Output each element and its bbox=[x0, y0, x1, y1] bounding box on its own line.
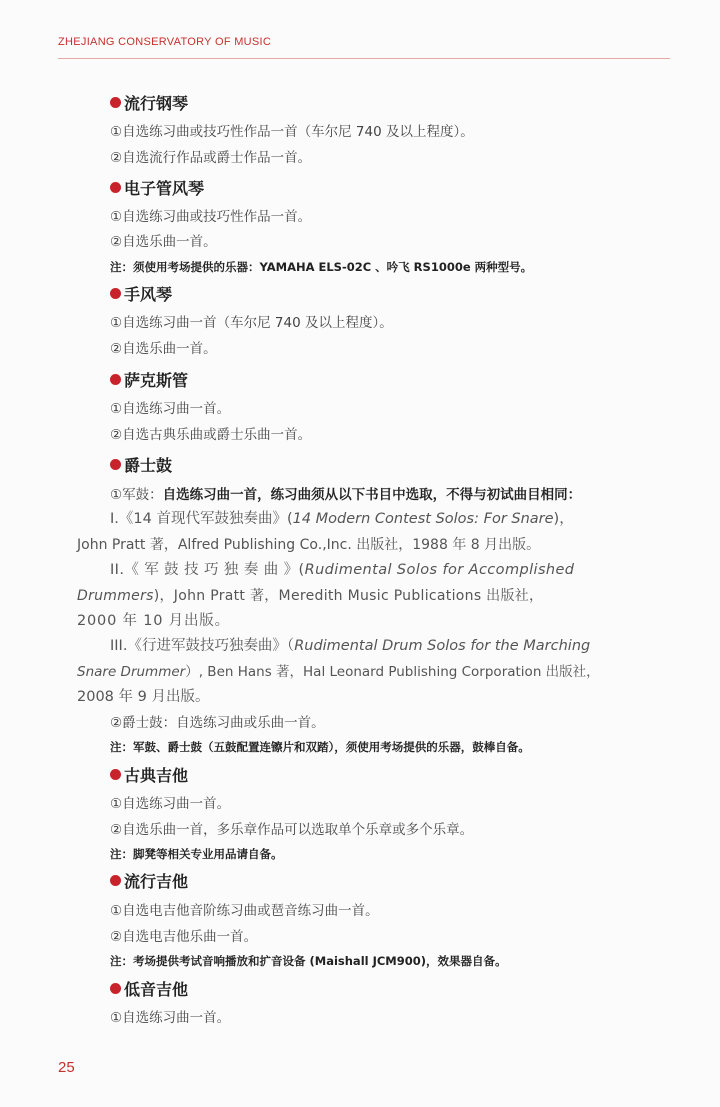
reference-line bbox=[110, 509, 574, 529]
section-title: 萨克斯管 bbox=[124, 371, 189, 390]
bullet-icon bbox=[110, 97, 121, 108]
ref-suffix: ）, Ben Hans 著，Hal Leonard Publishing Corporation 出版社， bbox=[185, 664, 600, 680]
ref-suffix: )， bbox=[553, 511, 574, 527]
section-title: 手风琴 bbox=[124, 285, 173, 304]
book-title: Rudimental Drum Solos for the Marching bbox=[294, 638, 591, 654]
header-title: ZHEJIANG CONSERVATORY OF MUSIC bbox=[58, 36, 272, 48]
reference-line: John Pratt 著，Alfred Publishing Co.,Inc. 出版社，1988 年 8 月出版。 bbox=[77, 537, 541, 553]
reference-line bbox=[110, 560, 574, 580]
list-item: ①自选练习曲一首。 bbox=[110, 401, 231, 417]
reference-line: 2000 年 10 月出版。 bbox=[77, 613, 230, 629]
section-heading-pop-guitar bbox=[110, 872, 188, 892]
book-title: Drummers bbox=[77, 588, 154, 604]
section-heading-jazz-drums bbox=[110, 456, 172, 476]
section-heading-classical-guitar bbox=[110, 766, 188, 786]
bullet-icon bbox=[110, 875, 121, 886]
book-title: Snare Drummer bbox=[77, 664, 186, 680]
list-item: ②自选流行作品或爵士作品一首。 bbox=[110, 150, 312, 166]
note-text: 注：须使用考场提供的乐器：YAMAHA ELS-02C 、吟飞 RS1000e 两种型号。 bbox=[110, 260, 533, 274]
header-divider bbox=[58, 58, 670, 59]
list-item: ①自选电吉他音阶练习曲或琶音练习曲一首。 bbox=[110, 903, 379, 919]
list-item bbox=[110, 486, 581, 504]
list-item: ①自选练习曲或技巧性作品一首。 bbox=[110, 209, 312, 225]
bullet-icon bbox=[110, 459, 121, 470]
bullet-icon bbox=[110, 182, 121, 193]
list-item: ②自选乐曲一首。 bbox=[110, 341, 217, 357]
ref-prefix: II.《 军 鼓 技 巧 独 奏 曲 》( bbox=[110, 562, 305, 578]
list-item: ①自选练习曲一首。 bbox=[110, 1010, 231, 1026]
item-prefix: ①军鼓： bbox=[110, 487, 163, 503]
section-title: 流行吉他 bbox=[124, 872, 189, 891]
reference-line: 2008 年 9 月出版。 bbox=[77, 689, 210, 705]
ref-prefix: I.《14 首现代军鼓独奏曲》( bbox=[110, 511, 293, 527]
list-item: ②自选乐曲一首。 bbox=[110, 234, 217, 250]
list-item: ②自选乐曲一首，多乐章作品可以选取单个乐章或多个乐章。 bbox=[110, 822, 474, 838]
note-text: 注：军鼓、爵士鼓（五鼓配置连镲片和双踏），须使用考场提供的乐器，鼓棒自备。 bbox=[110, 740, 530, 754]
bullet-icon bbox=[110, 374, 121, 385]
list-item: ①自选练习曲一首（车尔尼 740 及以上程度）。 bbox=[110, 315, 393, 331]
note-text: 注：考场提供考试音响播放和扩音设备 (Maishall JCM900)，效果器自备。 bbox=[110, 954, 507, 968]
bullet-icon bbox=[110, 769, 121, 780]
reference-line bbox=[77, 662, 600, 682]
list-item: ①自选练习曲一首。 bbox=[110, 796, 231, 812]
section-heading-saxophone bbox=[110, 371, 188, 391]
reference-line bbox=[110, 636, 590, 656]
section-heading-pop-piano bbox=[110, 94, 188, 114]
list-item: ②自选电吉他乐曲一首。 bbox=[110, 929, 258, 945]
note-text: 注：脚凳等相关专业用品请自备。 bbox=[110, 847, 283, 861]
list-item: ②爵士鼓：自选练习曲或乐曲一首。 bbox=[110, 715, 325, 731]
book-title: 14 Modern Contest Solos: For Snare bbox=[292, 511, 554, 527]
list-item: ②自选古典乐曲或爵士乐曲一首。 bbox=[110, 427, 312, 443]
reference-line bbox=[77, 586, 543, 606]
section-heading-bass-guitar bbox=[110, 980, 188, 1000]
page-number: 25 bbox=[58, 1059, 75, 1076]
section-title: 流行钢琴 bbox=[124, 94, 189, 113]
ref-prefix: III.《行进军鼓技巧独奏曲》（ bbox=[110, 638, 295, 654]
section-title: 低音吉他 bbox=[124, 980, 189, 999]
item-emphasis: 自选练习曲一首，练习曲须从以下书目中选取，不得与初试曲目相同： bbox=[162, 487, 582, 503]
ref-suffix: )，John Pratt 著，Meredith Music Publications 出版社， bbox=[153, 588, 544, 604]
section-title: 古典吉他 bbox=[124, 766, 189, 785]
bullet-icon bbox=[110, 983, 121, 994]
section-heading-accordion bbox=[110, 285, 172, 305]
section-heading-electronic-organ bbox=[110, 179, 204, 199]
section-title: 电子管风琴 bbox=[124, 179, 205, 198]
list-item: ①自选练习曲或技巧性作品一首（车尔尼 740 及以上程度）。 bbox=[110, 124, 474, 140]
section-title: 爵士鼓 bbox=[124, 456, 173, 475]
bullet-icon bbox=[110, 288, 121, 299]
book-title: Rudimental Solos for Accomplished bbox=[304, 562, 575, 578]
